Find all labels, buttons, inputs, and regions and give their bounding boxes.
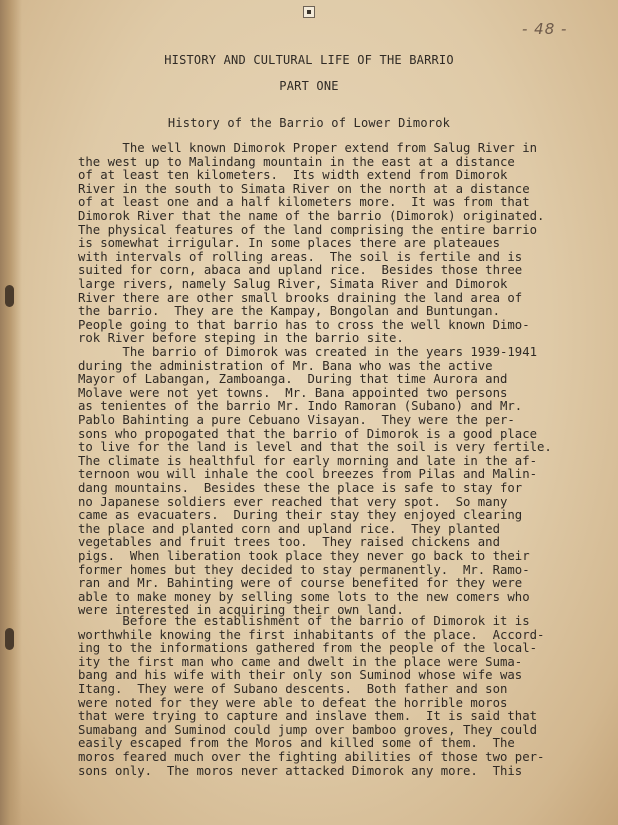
text-line: of at least one and a half kilometers more. It was from that [78,195,530,210]
text-line: vegetables and fruit trees too. They raised chickens and [78,535,500,550]
text-line: of at least ten kilometers. Its width extend from Dimorok [78,168,508,183]
text-line: The climate is healthful for early morning and late in the af- [78,453,538,468]
text-line: pigs. When liberation took place they never go back to their [78,548,530,563]
text-line: worthwhile knowing the first inhabitants of the place. Accord- [78,627,545,642]
text-line: that were trying to capture and inslave them. It is said that [78,709,538,724]
text-line: rok River before steping in the barrio site. [78,331,404,346]
text-line: the west up to Malindang mountain in the east at a distance [78,154,515,169]
paragraph-2 [78,346,558,618]
text-line: were noted for they were able to defeat the horrible moros [78,695,508,710]
text-line: Pablo Bahinting a pure Cebuano Visayan. They were the per- [78,412,515,427]
text-line: the place and planted corn and upland rice. They planted [78,521,500,536]
text-line: former homes but they decided to stay permanently. Mr. Ramo- [78,562,530,577]
text-line: came as evacuaters. During their stay they enjoyed clearing [78,508,523,523]
text-line: able to make money by selling some lots to the new comers who [78,589,530,604]
document-title: HISTORY AND CULTURAL LIFE OF THE BARRIO [164,53,454,67]
text-line: The physical features of the land comprising the entire barrio [78,222,538,237]
text-line: ran and Mr. Bahinting were of course benefited for they were [78,576,523,591]
text-line: bang and his wife with their only son Suminod whose wife was [78,668,523,683]
text-line: to live for the land is level and that the soil is very fertile. [78,440,552,455]
paragraph-3 [78,615,558,778]
text-line: Itang. They were of Subano descents. Both father and son [78,681,508,696]
text-line: moros feared much over the fighting abilities of those two per- [78,749,545,764]
text-line: The well known Dimorok Proper extend from Salug River in [78,141,538,155]
text-line: Dimorok River that the name of the barrio (Dimorok) originated. [78,208,545,223]
text-line: ternoon wou will inhale the cool breezes from Pilas and Malin- [78,467,538,482]
text-line: sons only. The moros never attacked Dimorok any more. This [78,763,523,778]
paragraph-1 [78,142,558,346]
part-heading: PART ONE [279,79,339,93]
text-line: River there are other small brooks draining the land area of [78,290,523,305]
staple-mark [303,6,315,18]
text-line: with intervals of rolling areas. The soil is fertile and is [78,249,523,264]
text-line: no Japanese soldiers ever reached that very spot. So many [78,494,508,509]
text-line: as tenientes of the barrio Mr. Indo Ramoran (Subano) and Mr. [78,399,523,414]
text-line: dang mountains. Besides these the place is safe to stay for [78,480,523,495]
text-line: Sumabang and Suminod could jump over bamboo groves, They could [78,722,538,737]
binder-hole [5,285,14,307]
text-line: were interested in acquiring their own land. [78,603,404,618]
text-line: large rivers, namely Salug River, Simata River and Dimorok [78,276,508,291]
text-line: ity the first man who came and dwelt in the place were Suma- [78,654,523,669]
text-line: is somewhat irrigular. In some places there are plateaues [78,236,500,251]
text-line: Mayor of Labangan, Zamboanga. During that time Aurora and [78,372,508,387]
section-title: History of the Barrio of Lower Dimorok [167,116,451,130]
text-line: during the administration of Mr. Bana who was the active [78,358,493,373]
text-line: ing to the informations gathered from the people of the local- [78,641,538,656]
text-line: People going to that barrio has to cross the well known Dimo- [78,317,530,332]
text-line: Molave were not yet towns. Mr. Bana appointed two persons [78,385,508,400]
text-line: Before the establishment of the barrio of Dimorok it is [78,614,530,628]
text-line: River in the south to Simata River on the north at a distance [78,181,530,196]
text-line: the barrio. They are the Kampay, Bongolan and Buntungan. [78,304,500,319]
binder-hole [5,628,14,650]
text-line: suited for corn, abaca and upland rice. Besides those three [78,263,523,278]
text-line: The barrio of Dimorok was created in the years 1939-1941 [78,345,538,359]
text-line: easily escaped from the Moros and killed some of them. The [78,736,515,751]
text-line: sons who propogated that the barrio of Dimorok is a good place [78,426,538,441]
page-number: - 48 - [522,20,568,38]
